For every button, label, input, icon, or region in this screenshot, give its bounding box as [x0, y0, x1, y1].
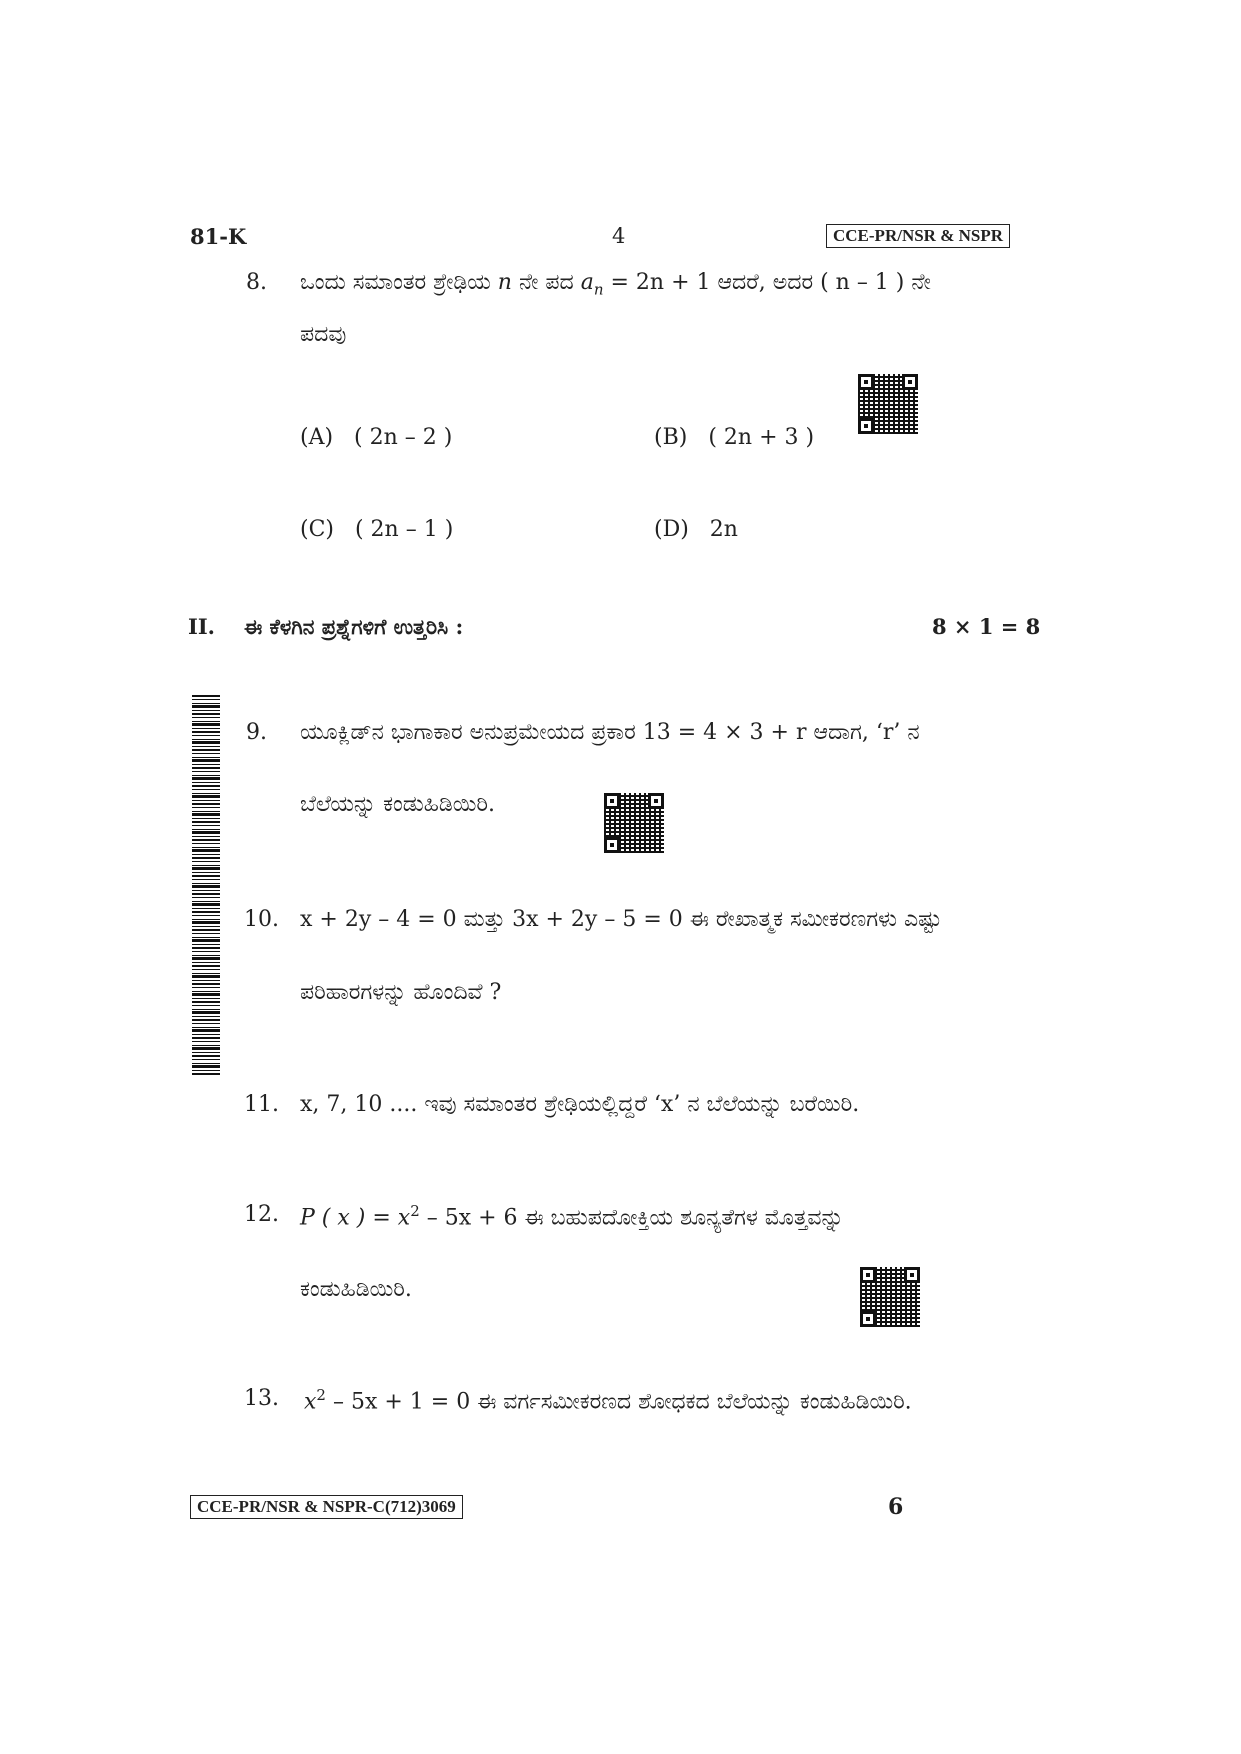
q8-number: 8. [246, 270, 267, 295]
q12-line1: P ( x ) = $x^2 - 5x + 6$ ಈ ಬಹುಪದೋಕ್ತಿಯ ಶೂನ್ಯತೆಗಳ ಮೊತ್ತವನ್ನು [300, 1202, 844, 1231]
qr-code-icon [604, 793, 664, 853]
q9-line1: ಯೂಕ್ಲಿಡ್‌ನ ಭಾಗಾಕಾರ ಅನುಪ್ರಮೇಯದ ಪ್ರಕಾರ 13 = 4 × 3 + r ಆದಾಗ, ‘r’ ನ [300, 720, 920, 745]
section-marks: 8 × 1 = 8 [932, 614, 1041, 639]
footer-page-number: 6 [888, 1494, 904, 1520]
section-roman: II. [188, 614, 215, 639]
qr-code-icon [858, 374, 918, 434]
q10-number: 10. [244, 907, 279, 932]
page-number: 4 [612, 224, 626, 248]
series-code-box: CCE-PR/NSR & NSPR [826, 224, 1010, 248]
q8-option-b: (B) ( 2n + 3 ) [654, 425, 815, 450]
q12-number: 12. [244, 1202, 279, 1227]
q10-line2: ಪರಿಹಾರಗಳನ್ನು ಹೊಂದಿವೆ ? [300, 980, 502, 1005]
barcode-icon [192, 695, 220, 1075]
q8-option-d: (D) 2n [654, 517, 738, 542]
footer-code-box: CCE-PR/NSR & NSPR-C(712)3069 [190, 1495, 463, 1519]
q8-option-a: (A) ( 2n – 2 ) [300, 425, 453, 450]
qr-code-icon [860, 1267, 920, 1327]
q13-number: 13. [244, 1386, 279, 1411]
section-title: ಈ ಕೆಳಗಿನ ಪ್ರಶ್ನೆಗಳಿಗೆ ಉತ್ತರಿಸಿ : [244, 614, 464, 639]
q8-line2: ಪದವು [300, 322, 347, 347]
q12-line2: ಕಂಡುಹಿಡಿಯಿರಿ. [300, 1277, 412, 1302]
q10-line1: x + 2y – 4 = 0 ಮತ್ತು 3x + 2y – 5 = 0 ಈ ರೇಖಾತ್ಮಕ ಸಮೀಕರಣಗಳು ಎಷ್ಟು [300, 907, 942, 932]
q9-number: 9. [246, 720, 267, 745]
q13-line1: $x^2 - 5x + 1 = 0$ ಈ ವರ್ಗಸಮೀಕರಣದ ಶೋಧಕದ ಬೆಲೆಯನ್ನು ಕಂಡುಹಿಡಿಯಿರಿ. [304, 1386, 912, 1415]
paper-code: 81-K [190, 224, 247, 249]
q8-line1: ಒಂದು ಸಮಾಂತರ ಶ್ರೇಢಿಯ n ನೇ ಪದ $a_n = 2n + 1$ ಆದರೆ, ಅದರ ( n – 1 ) ನೇ [300, 270, 931, 299]
q9-line2: ಬೆಲೆಯನ್ನು ಕಂಡುಹಿಡಿಯಿರಿ. [300, 792, 495, 817]
q8-option-c: (C) ( 2n – 1 ) [300, 517, 454, 542]
q11-number: 11. [244, 1092, 279, 1117]
q11-line1: x, 7, 10 .... ಇವು ಸಮಾಂತರ ಶ್ರೇಢಿಯಲ್ಲಿದ್ದರೆ ‘x’ ನ ಬೆಲೆಯನ್ನು ಬರೆಯಿರಿ. [300, 1092, 860, 1117]
